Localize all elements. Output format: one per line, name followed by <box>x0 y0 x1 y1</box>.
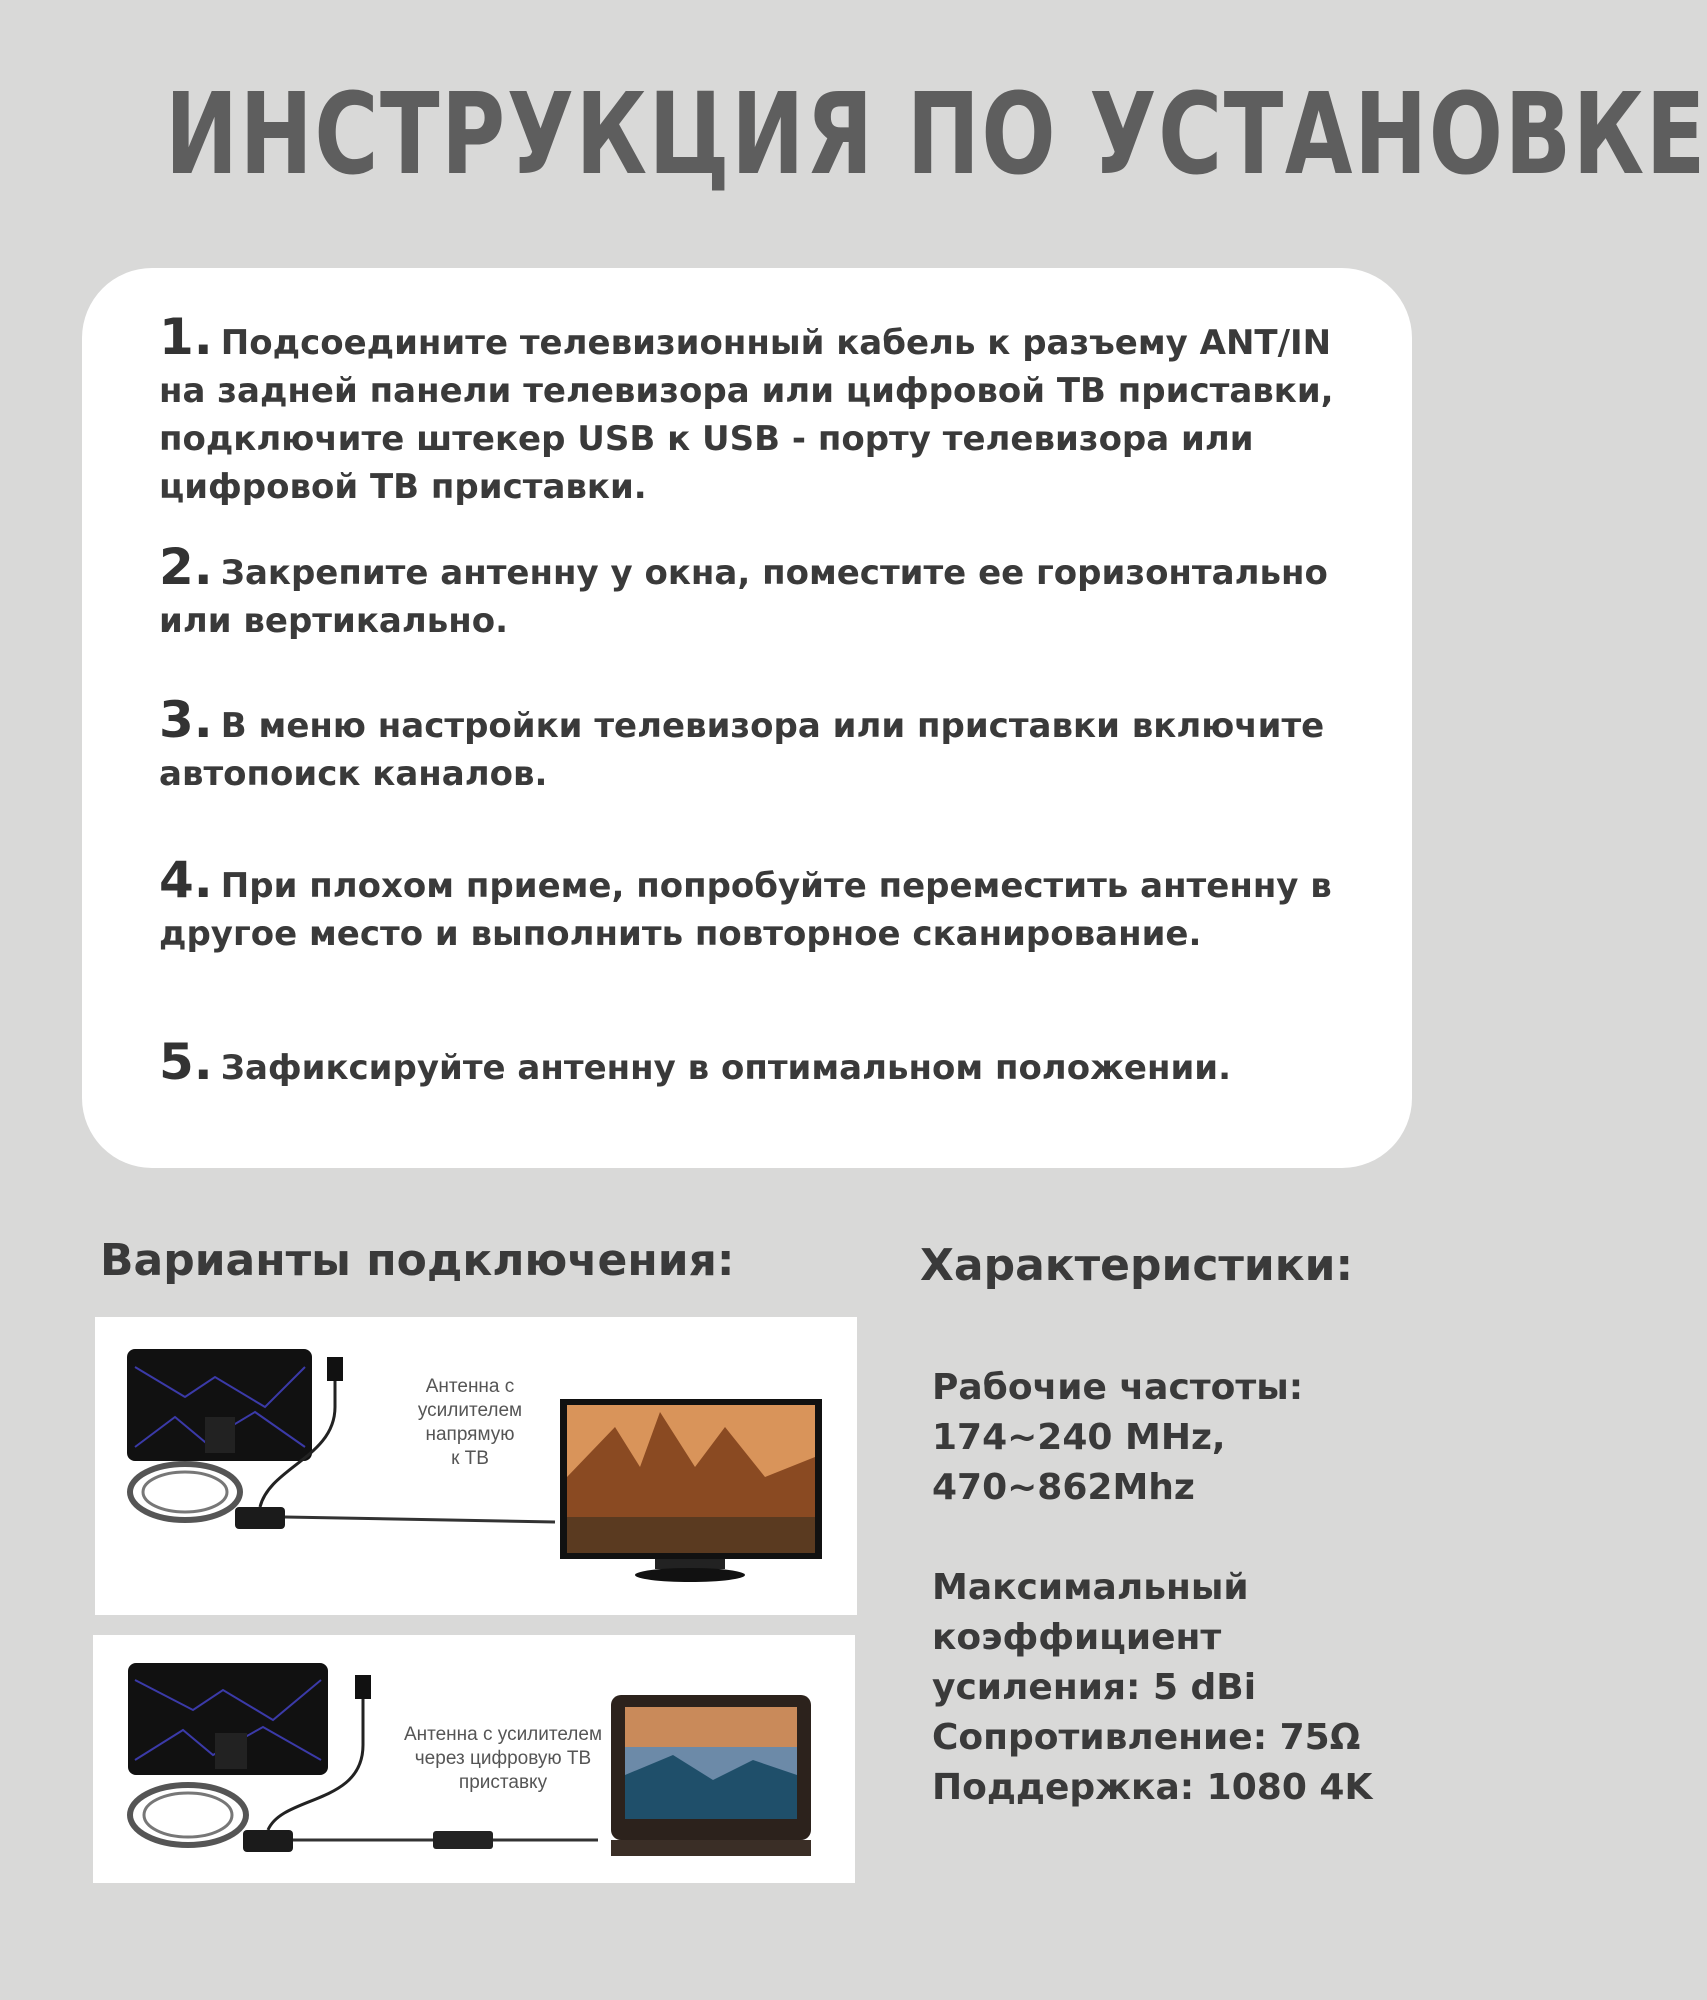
step-number: 4. <box>159 851 213 909</box>
set-top-box <box>433 1831 493 1849</box>
diagram-direct-tv <box>95 1317 857 1615</box>
step-1 <box>159 308 1379 511</box>
diagram-set-top-box <box>93 1635 855 1883</box>
step-number: 1. <box>159 308 213 366</box>
page-title: ИНСТРУКЦИЯ ПО УСТАНОВКЕ <box>165 70 1707 200</box>
step-text: Закрепите антенну у окна, поместите ее горизонтально или вертикально. <box>159 553 1328 641</box>
step-text: При плохом приеме, попробуйте переместить антенну в другое место и выполнить повторное сканирование. <box>159 866 1332 954</box>
spec-gain-1: Максимальный <box>932 1567 1249 1608</box>
amplifier-box <box>243 1830 293 1852</box>
step-number: 2. <box>159 538 213 596</box>
step-text: В меню настройки телевизора или приставки включите автопоиск каналов. <box>159 706 1325 794</box>
step-4 <box>159 851 1379 958</box>
step-2 <box>159 538 1379 645</box>
spec-freq-1: 174~240 MHz, <box>932 1417 1226 1458</box>
step-text: Подсоедините телевизионный кабель к разъему ANT/IN на задней панели телевизора или цифровой ТВ приставки, подключите штекер USB к USB - порту телевизора или цифровой ТВ приставки. <box>159 323 1334 507</box>
usb-plug <box>355 1675 371 1699</box>
spec-gain-2: коэффициент <box>932 1617 1222 1658</box>
spec-impedance: Сопротивление: 75Ω <box>932 1717 1361 1758</box>
step-number: 3. <box>159 691 213 749</box>
spec-freq-2: 470~862Mhz <box>932 1467 1195 1508</box>
specs-list <box>932 1363 1472 1813</box>
step-text: Зафиксируйте антенну в оптимальном положении. <box>220 1048 1232 1088</box>
amplifier-box <box>235 1507 285 1529</box>
step-5 <box>159 1033 1379 1092</box>
diagram-direct-label: Антенна с усилителем напрямую к ТВ <box>417 1376 523 1469</box>
spec-freq-label: Рабочие частоты: <box>932 1367 1304 1408</box>
instructions-card <box>82 268 1412 1168</box>
step-number: 5. <box>159 1033 213 1091</box>
connections-title: Варианты подключения: <box>100 1235 735 1286</box>
spec-gain-3: усиления: 5 dBi <box>932 1667 1257 1708</box>
step-3 <box>159 691 1379 798</box>
spec-support: Поддержка: 1080 4K <box>932 1767 1373 1808</box>
specs-title: Характеристики: <box>920 1240 1354 1291</box>
diagram-stb-label: Антенна с усилителем через цифровую ТВ приставку <box>403 1724 603 1793</box>
usb-plug <box>327 1357 343 1381</box>
